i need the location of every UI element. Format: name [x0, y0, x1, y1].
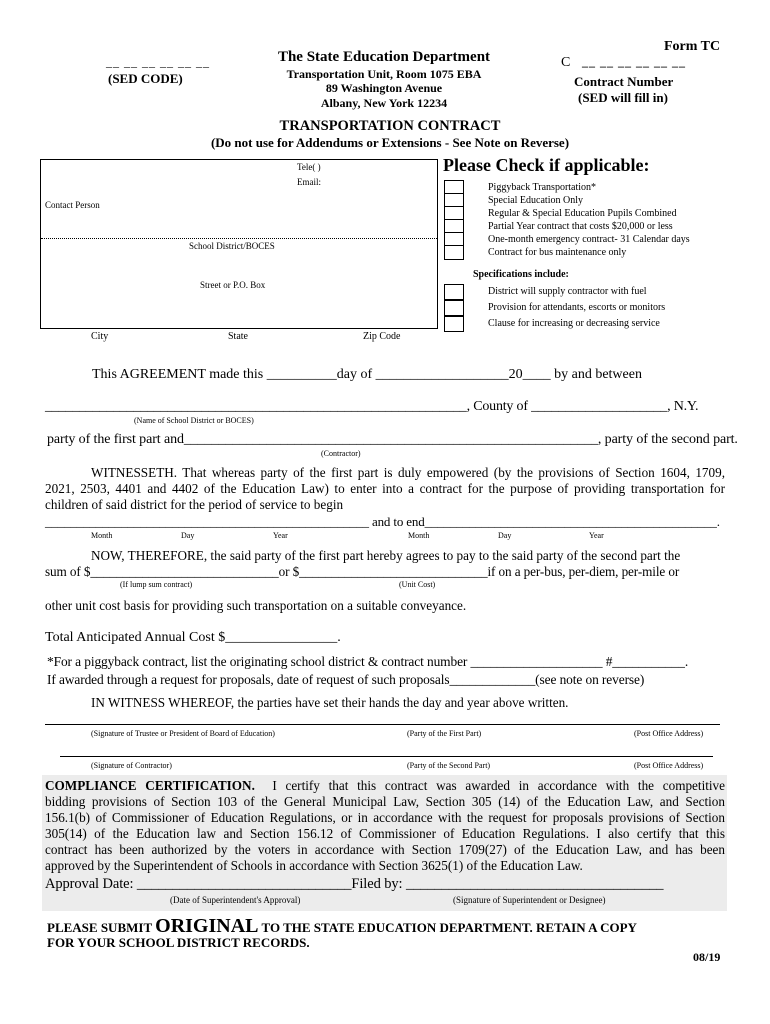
signature-line-second-party[interactable]: [60, 756, 713, 757]
signature-line-first-party[interactable]: [45, 724, 720, 725]
city-address: Albany, New York 12234: [320, 96, 448, 110]
approval-line[interactable]: Approval Date: ______________________________Filed by: ____________________________________: [45, 876, 664, 892]
compliance-line-3: 156.1(b) of Commissioner of Education Regulations, or in accordance with the request for proposals provisions of Section: [45, 810, 725, 825]
form-title: TRANSPORTATION CONTRACT: [279, 118, 501, 134]
tele-label[interactable]: Tele( ): [297, 162, 321, 172]
form-id: Form TC: [664, 39, 721, 54]
approval-date-label: (Date of Superintendent's Approval): [170, 895, 301, 905]
records-notice: FOR YOUR SCHOOL DISTRICT RECORDS.: [47, 935, 310, 950]
compliance-heading: COMPLIANCE CERTIFICATION.: [45, 778, 255, 793]
date-label: Month: [408, 531, 430, 540]
compliance-line-2: bidding provisions of Section 103 of the General Municipal Law, Section 305 (14) of the Education Law, and Section: [45, 794, 725, 809]
compliance-line-5: contract has been authorized by the voters in accordance with Section 1709(27) of the Education Law, and has been: [45, 842, 725, 857]
form-subtitle: (Do not use for Addendums or Extensions - See Note on Reverse): [210, 135, 570, 150]
date-label: Year: [589, 531, 604, 540]
street-address: 89 Washington Avenue: [325, 81, 443, 95]
date-label: Month: [91, 531, 113, 540]
witness-whereof-line: IN WITNESS WHEREOF, the parties have set their hands the day and year above written.: [91, 695, 569, 710]
compliance-line-1: COMPLIANCE CERTIFICATION. I certify that this contract was awarded in accordance with the competitive: [45, 778, 726, 793]
sed-fill-label: (SED will fill in): [578, 90, 668, 105]
contract-prefix: C: [561, 55, 571, 70]
spec-item: Clause for increasing or decreasing service: [488, 318, 660, 329]
checkbox-bus-maintenance[interactable]: [444, 245, 464, 260]
state-label: State: [228, 331, 248, 342]
sum-line[interactable]: sum of $_____________________________or $_____________________________if on a per-bus, per-diem, per-mile or: [45, 564, 680, 579]
date-label: Year: [273, 531, 288, 540]
original-emphasis: ORIGINAL: [155, 915, 259, 937]
checkbox-fuel[interactable]: [444, 284, 464, 300]
witnesseth-line-3: children of said district for the period of service to begin: [45, 497, 344, 512]
city-label: City: [91, 331, 109, 342]
spec-heading: Specifications include:: [473, 269, 569, 280]
submit-notice: PLEASE SUBMIT ORIGINAL TO THE STATE EDUCATION DEPARTMENT. RETAIN A COPY: [47, 915, 637, 937]
street-label[interactable]: Street or P.O. Box: [200, 280, 266, 290]
spec-item: District will supply contractor with fuel: [488, 286, 647, 297]
spec-item: Provision for attendants, escorts or monitors: [488, 302, 666, 313]
rfp-line[interactable]: If awarded through a request for proposals, date of request of such proposals_____________(see note on reverse): [47, 672, 645, 687]
checkbox-service-clause[interactable]: [444, 316, 464, 332]
department-name: The State Education Department: [277, 49, 491, 65]
check-item: One-month emergency contract- 31 Calendar days: [488, 234, 690, 245]
piggyback-line[interactable]: *For a piggyback contract, list the originating school district & contract number ____________________ #___________.: [47, 654, 689, 669]
zip-label: Zip Code: [363, 331, 401, 342]
total-cost-line[interactable]: Total Anticipated Annual Cost $________________.: [45, 630, 341, 645]
post-label: (Post Office Address): [634, 729, 704, 738]
post-label: (Post Office Address): [634, 761, 704, 770]
now-therefore-line: NOW, THEREFORE, the said party of the first part hereby agrees to pay to the said party of the second part the: [91, 548, 681, 563]
lump-sum-label: (If lump sum contract): [120, 580, 193, 589]
contract-number-label: Contract Number: [574, 74, 674, 89]
check-heading: Please Check if applicable:: [443, 155, 650, 175]
sed-code-blank[interactable]: __ __ __ __ __ __: [106, 55, 210, 69]
sig-label: (Signature of Trustee or President of Board of Education): [91, 729, 275, 738]
contractor-label: (Contractor): [321, 449, 361, 458]
witnesseth-line-2: 2021, 2503, 4401 and 4402 of the Education Law) to enter into a contract for the purpose of providing transportation for: [45, 481, 725, 496]
compliance-line-6: approved by the Superintendent of Schools in accordance with Section 3625(1) of the Education Law.: [45, 858, 583, 873]
unit-cost-label: (Unit Cost): [399, 580, 436, 589]
check-item: Special Education Only: [488, 195, 583, 206]
check-item: Contract for bus maintenance only: [488, 247, 627, 258]
date-label: Day: [498, 531, 512, 540]
period-line[interactable]: ___________________________________________________ and to end______________________________________________.: [45, 514, 720, 529]
party-line[interactable]: party of the first part and____________________________________________________________, party of the second part.: [47, 432, 738, 447]
witnesseth-line-1: WITNESSETH. That whereas party of the first part is duly empowered (by the provisions of Section 1604, 1709,: [91, 465, 725, 480]
compliance-line-4: 305(14) of the Education law and Section 156.12 of Commissioner of Education Regulations. I also certify that this: [45, 826, 725, 841]
agreement-line[interactable]: This AGREEMENT made this __________day of ___________________20____ by and between: [92, 367, 642, 382]
check-item: Regular & Special Education Pupils Combined: [488, 208, 677, 219]
check-item: Piggyback Transportation*: [488, 182, 597, 193]
unit-address: Transportation Unit, Room 1075 EBA: [286, 67, 482, 81]
sig-label: (Signature of Contractor): [91, 761, 172, 770]
district-label[interactable]: School District/BOCES: [189, 241, 275, 251]
contact-person-label[interactable]: Contact Person: [45, 200, 100, 210]
county-line[interactable]: ______________________________________________________________, County of ____________________, N.Y.: [45, 399, 699, 414]
email-label[interactable]: Email:: [297, 177, 321, 187]
designee-label: (Signature of Superintendent or Designee): [453, 895, 606, 905]
other-unit-line: other unit cost basis for providing such transportation on a suitable conveyance.: [45, 598, 467, 613]
check-item: Partial Year contract that costs $20,000 or less: [488, 221, 673, 232]
contract-number-blank[interactable]: __ __ __ __ __ __: [582, 55, 686, 69]
party-label: (Party of the Second Part): [407, 761, 491, 770]
checkbox-attendants[interactable]: [444, 300, 464, 316]
party-label: (Party of the First Part): [407, 729, 482, 738]
name-label: (Name of School District or BOCES): [134, 416, 254, 425]
date-label: Day: [181, 531, 195, 540]
form-version: 08/19: [693, 950, 721, 964]
sed-code-label: (SED CODE): [108, 71, 183, 86]
